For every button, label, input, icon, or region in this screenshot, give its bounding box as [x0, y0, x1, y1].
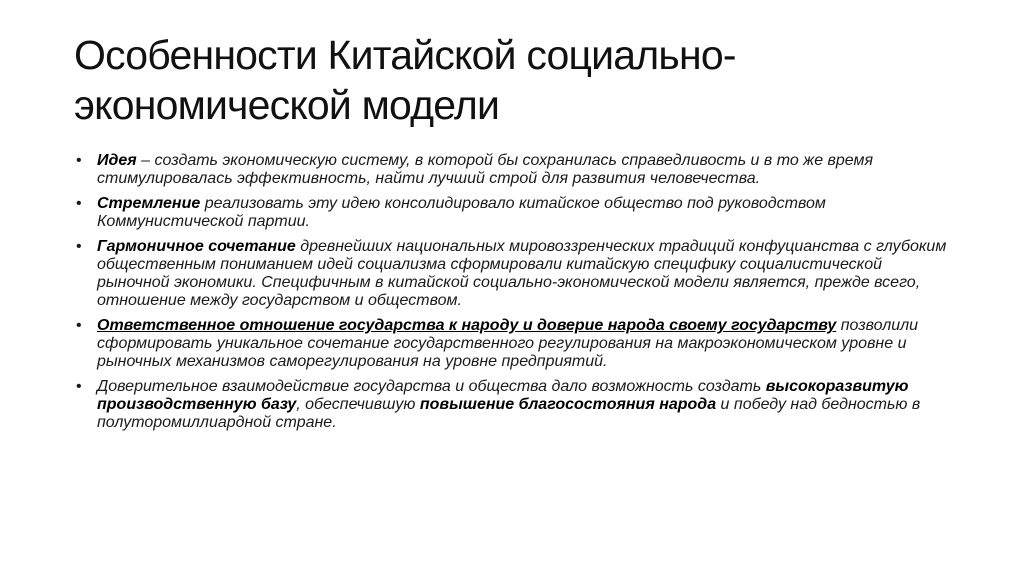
bullet-list	[76, 152, 956, 439]
bullet-text: позволили сформировать уникальное сочетание государственного регулирования на макроэкономическом уровне и рыночных механизмов саморегулирования на уровне предприятий.	[97, 317, 919, 370]
bullet-text: – создать экономическую систему, в которой бы сохранилась справедливость и в то же время стимулировалась эффективность, найти лучший строй для развития человечества.	[97, 152, 874, 187]
bullet-dot-icon: •	[76, 152, 82, 169]
bullet-text: и победу над бедностью в полуторомиллиардной стране.	[97, 396, 921, 431]
bullet-text: реализовать эту идею консолидировало китайское общество под руководством Коммунистической партии.	[97, 195, 826, 230]
bullet-dot-icon: •	[76, 317, 82, 334]
bullet-dot-icon: •	[76, 378, 82, 395]
bullet-item-responsibility	[76, 317, 956, 371]
bullet-keyword: повышение благосостояния народа	[419, 396, 717, 413]
bullet-text: Доверительное взаимодействие государства и общества дало возможность создать	[97, 378, 766, 395]
bullet-item-aspiration	[76, 195, 956, 231]
bullet-keyword: Ответственное отношение государства к народу и доверие народа своему государству	[97, 317, 837, 334]
slide-title: Особенности Китайской социально-экономической модели	[74, 32, 736, 128]
bullet-item-trust	[76, 378, 956, 432]
bullet-keyword: Гармоничное сочетание	[97, 238, 296, 255]
bullet-keyword: Стремление	[97, 195, 201, 212]
bullet-item-idea	[76, 152, 956, 188]
bullet-dot-icon: •	[76, 195, 82, 212]
bullet-keyword: высокоразвитую производственную базу	[97, 378, 909, 413]
bullet-dot-icon: •	[76, 238, 82, 255]
bullet-text: , обеспечившую	[296, 396, 420, 413]
bullet-keyword: Идея	[97, 152, 137, 169]
bullet-text: древнейших национальных мировоззренческих традиций конфуцианства с глубоким общественным пониманием идей социализма сформировали китайскую специфику социалистической рыночной экономики. Специфичным в китайской социально-экономической модели является, прежде всего, отношение между государством и обществом.	[97, 238, 947, 309]
bullet-item-harmony	[76, 238, 956, 310]
